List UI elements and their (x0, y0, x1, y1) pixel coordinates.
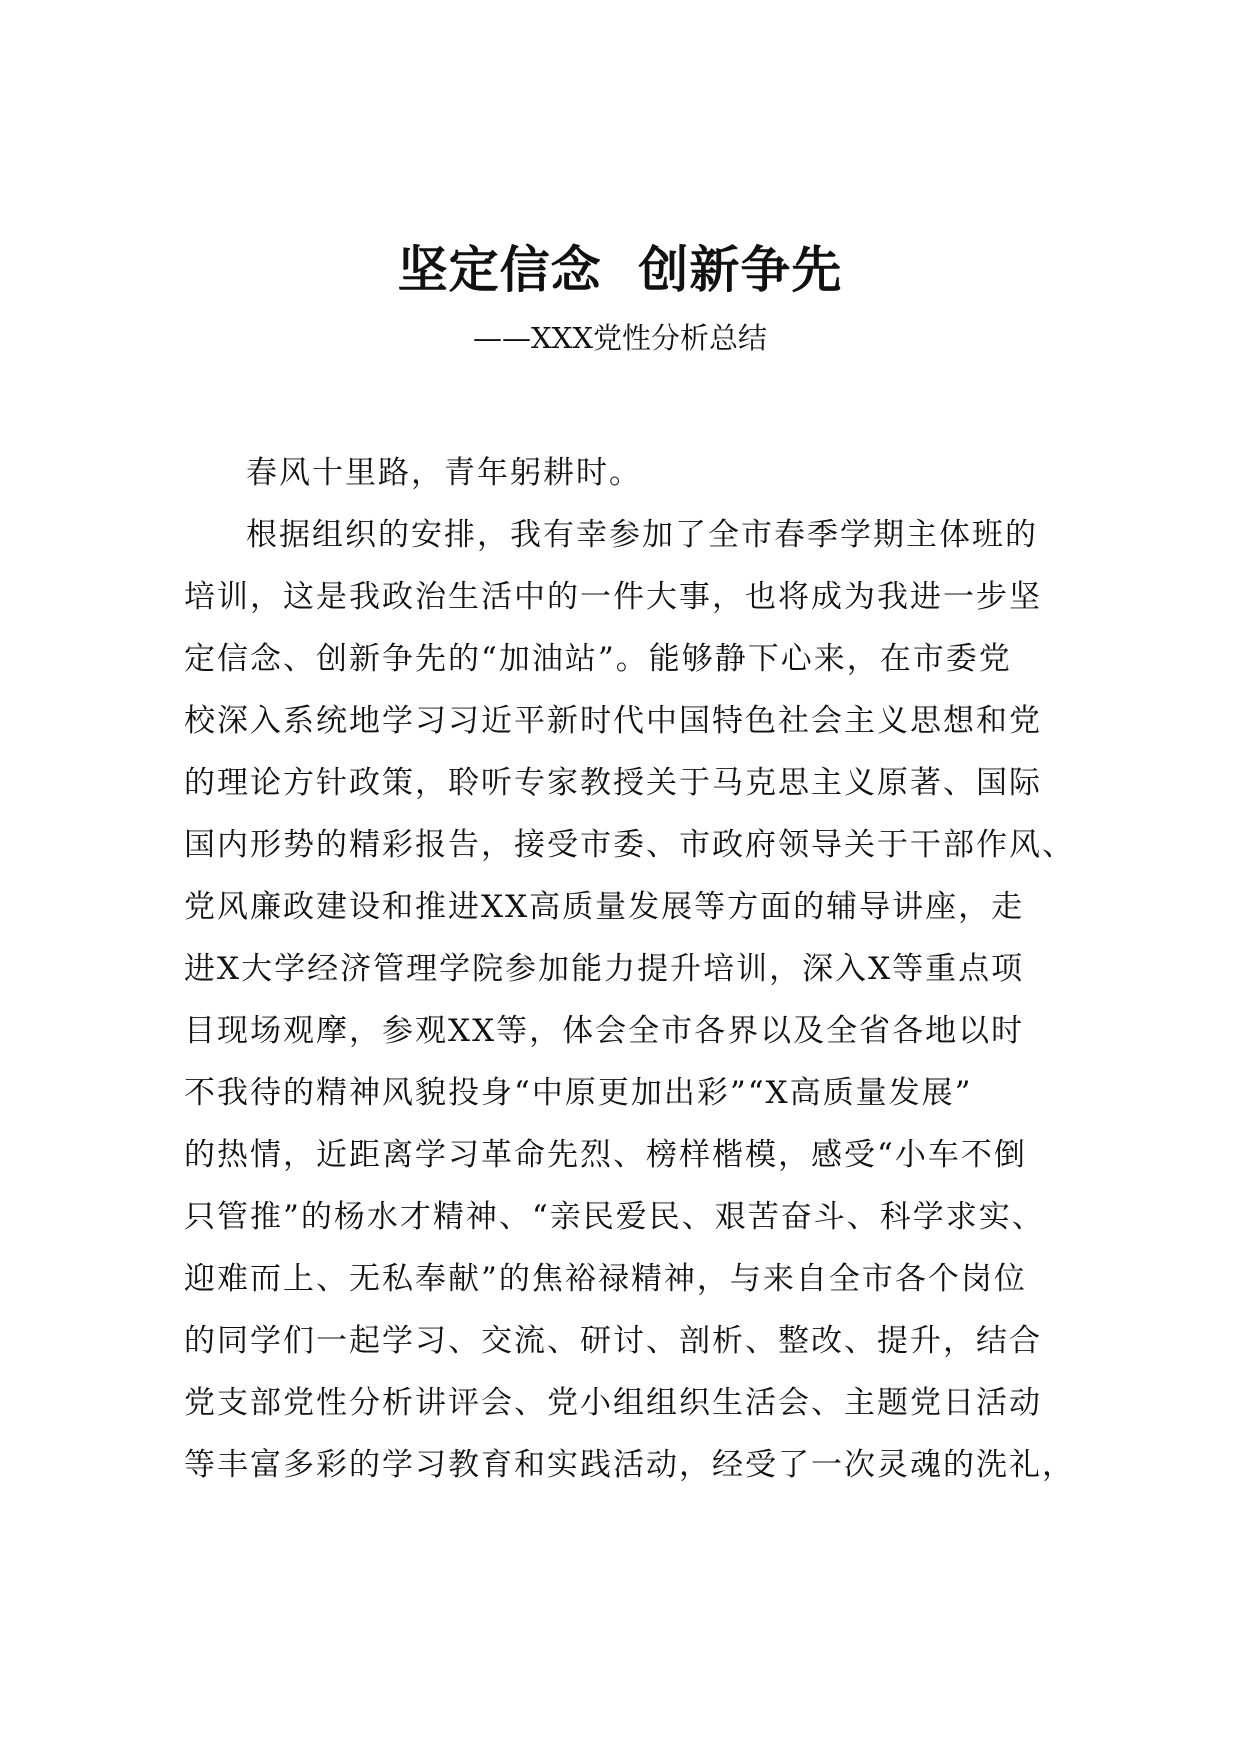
paragraph-line: 校深入系统地学习习近平新时代中国特色社会主义思想和党 (184, 703, 1042, 739)
paragraph-line: 党风廉政建设和推进XX高质量发展等方面的辅导讲座，走 (184, 889, 1025, 925)
paragraph-line: 只管推”的杨水才精神、“亲民爱民、艰苦奋斗、科学求实、 (184, 1199, 1045, 1235)
paragraph-line: 定信念、创新争先的“加油站”。能够静下心来，在市委党 (184, 641, 1012, 677)
opening-line: 春风十里路，青年躬耕时。 (246, 455, 642, 491)
paragraph-line: 培训，这是我政治生活中的一件大事，也将成为我进一步坚 (184, 579, 1042, 615)
document-title: 坚定信念 创新争先 (397, 240, 843, 299)
paragraph-line: 进X大学经济管理学院参加能力提升培训，深入X等重点项 (184, 951, 1025, 987)
paragraph-line: 党支部党性分析讲评会、党小组组织生活会、主题党日活动 (184, 1385, 1042, 1421)
paragraph-line: 的理论方针政策，聆听专家教授关于马克思主义原著、国际 (184, 765, 1042, 801)
document-subtitle: ——XXX党性分析总结 (473, 321, 767, 355)
paragraph-line: 目现场观摩，参观XX等，体会全市各界以及全省各地以时 (184, 1013, 1025, 1049)
paragraph-line: 不我待的精神风貌投身“中原更加出彩”“X高质量发展” (184, 1075, 973, 1111)
paragraph-line: 根据组织的安排，我有幸参加了全市春季学期主体班的 (246, 517, 1038, 553)
paragraph-line: 的热情，近距离学习革命先烈、榜样楷模，感受“小车不倒 (184, 1137, 1027, 1173)
paragraph-line: 等丰富多彩的学习教育和实践活动，经受了一次灵魂的洗礼， (184, 1447, 1075, 1483)
paragraph-line: 的同学们一起学习、交流、研讨、剖析、整改、提升，结合 (184, 1323, 1042, 1359)
paragraph-line: 国内形势的精彩报告，接受市委、市政府领导关于干部作风、 (184, 827, 1075, 863)
paragraph-line: 迎难而上、无私奉献”的焦裕禄精神，与来自全市各个岗位 (184, 1261, 1027, 1297)
